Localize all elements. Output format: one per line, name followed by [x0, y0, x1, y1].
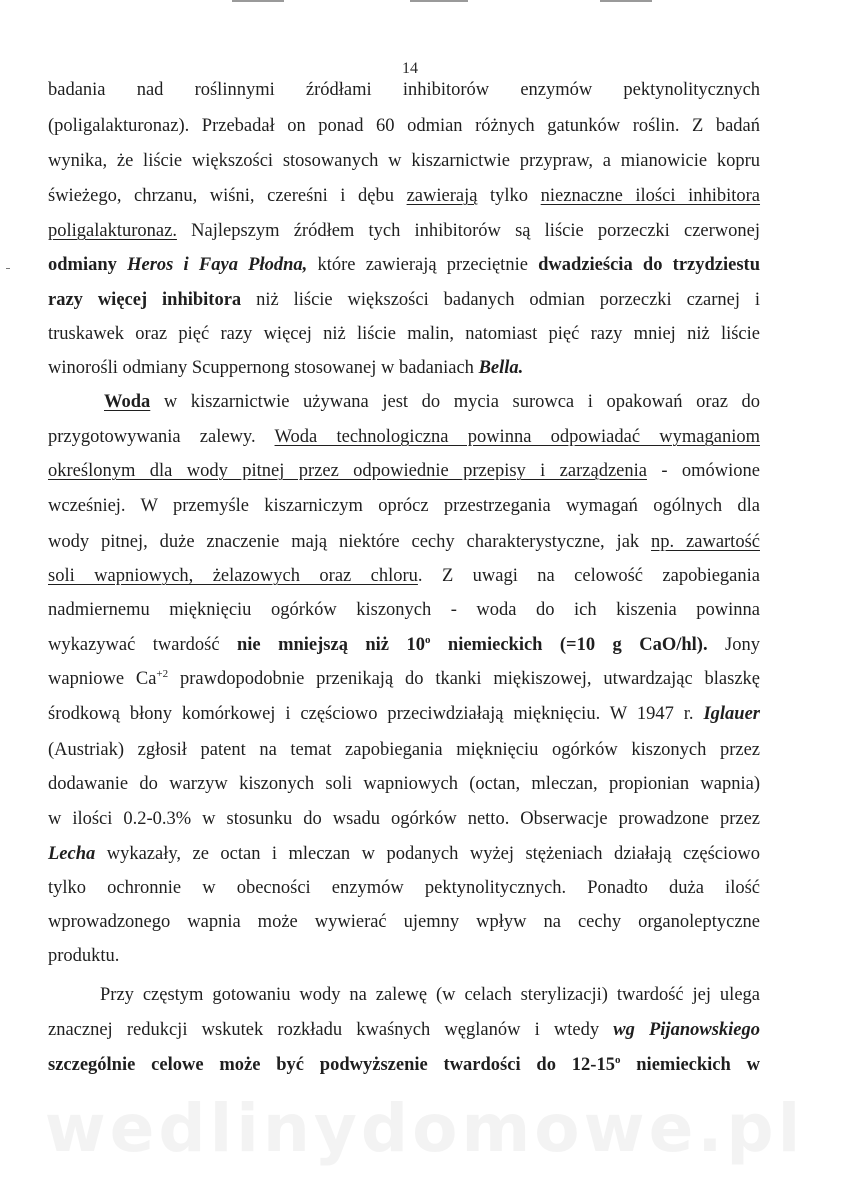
- text-line-13: wcześniej. W przemyśle kiszarniczym oprócz przestrzegania wymagań ogólnych dla: [48, 496, 760, 516]
- page-number: 14: [402, 60, 418, 77]
- text-line-16: nadmiernemu mięknięciu ogórków kiszonych - woda do ich kiszenia powinna: [48, 600, 760, 620]
- text-line-27: Przy częstym gotowaniu wody na zalewę (w celach sterylizacji) twardość jej ulega: [100, 985, 760, 1005]
- scan-edge-left: [232, 0, 284, 2]
- margin-mark: [6, 268, 10, 269]
- text-line-26: produktu.: [48, 946, 120, 966]
- text-line-17: wykazywać twardość nie mniejszą niż 10$^o$ niemieckich (=10 g CaO/hl). Jony: [48, 633, 760, 655]
- text-line-11: przygotowywania zalewy. Woda technologiczna powinna odpowiadać wymaganiom: [48, 427, 760, 447]
- text-line-14: wody pitnej, duże znaczenie mają niektóre cechy charakterystyczne, jak np. zawartość: [48, 532, 760, 552]
- text-line-18: wapniowe $Ca^{+2}$ prawdopodobnie przenikają do tkanki miękiszowej, utwardzając blaszkę: [48, 667, 760, 689]
- text-line-25: wprowadzonego wapnia może wywierać ujemny wpływ na cechy organoleptyczne: [48, 912, 760, 932]
- text-line-7: razy więcej inhibitora niż liście większości badanych odmian porzeczki czarnej i: [48, 290, 761, 310]
- text-line-2: (poligalakturonaz). Przebadał on ponad 60 odmian różnych gatunków roślin. Z badań: [48, 116, 760, 136]
- text-line-21: dodawanie do warzyw kiszonych soli wapniowych (octan, mleczan, propionian wapnia): [48, 774, 760, 794]
- text-line-10: Woda w kiszarnictwie używana jest do mycia surowca i opakowań oraz do: [104, 392, 760, 412]
- text-line-24: tylko ochronnie w obecności enzymów pektynolitycznych. Ponadto duża ilość: [48, 878, 760, 898]
- text-line-1: badania nad roślinnymi źródłami inhibitorów enzymów pektynolitycznych: [48, 80, 761, 100]
- text-line-28: znacznej redukcji wskutek rozkładu kwaśnych węglanów i wtedy wg Pijanowskiego: [48, 1020, 760, 1040]
- text-line-29: szczególnie celowe może być podwyższenie twardości do 12-15$^o$ niemieckich w: [48, 1053, 760, 1075]
- text-line-12: określonym dla wody pitnej przez odpowiednie przepisy i zarządzenia - omówione: [48, 461, 760, 481]
- text-line-8: truskawek oraz pięć razy więcej niż liście malin, natomiast pięć razy mniej niż liście: [48, 324, 760, 344]
- text-line-4: świeżego, chrzanu, wiśni, czereśni i dębu zawierają tylko nieznaczne ilości inhibitora: [48, 186, 761, 206]
- text-line-20: (Austriak) zgłosił patent na temat zapobiegania mięknięciu ogórków kiszonych przez: [48, 740, 760, 760]
- watermark: wedlinydomowe.pl: [44, 1090, 805, 1167]
- text-line-23: Lecha wykazały, ze octan i mleczan w podanych wyżej stężeniach działają częściowo: [48, 844, 760, 864]
- text-line-19: środkową błony komórkowej i częściowo przeciwdziałają mięknięciu. W 1947 r. Iglauer: [48, 704, 761, 724]
- scan-edge-center: [410, 0, 468, 2]
- text-line-9: winorośli odmiany Scuppernong stosowanej w badaniach Bella.: [48, 358, 524, 378]
- text-line-3: wynika, że liście większości stosowanych w kiszarnictwie przypraw, a mianowicie kopru: [48, 151, 760, 171]
- text-line-15: soli wapniowych, żelazowych oraz chloru. Z uwagi na celowość zapobiegania: [48, 566, 760, 586]
- scan-edge-right: [600, 0, 652, 2]
- text-line-6: odmiany Heros i Faya Płodna, które zawierają przeciętnie dwadzieścia do trzydziestu: [48, 255, 760, 275]
- text-line-5: poligalakturonaz. Najlepszym źródłem tych inhibitorów są liście porzeczki czerwonej: [48, 221, 760, 241]
- text-line-22: w ilości 0.2-0.3% w stosunku do wsadu ogórków netto. Obserwacje prowadzone przez: [48, 809, 760, 829]
